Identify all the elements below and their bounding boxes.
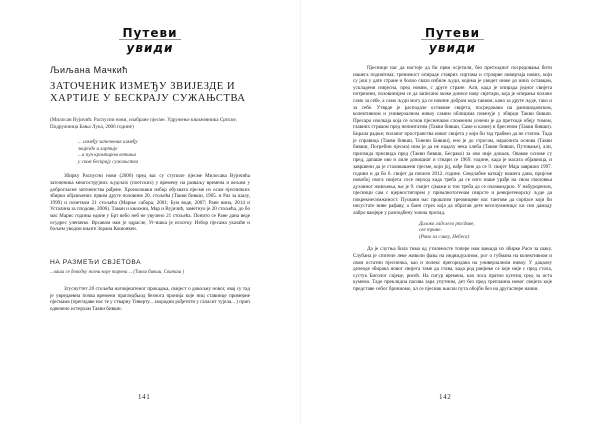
section-epigraph: ...ваша се доводку ногни коре тирена ... (Такви бивши, Свиташ ) <box>50 269 185 275</box>
right-page <box>300 0 600 424</box>
body-paragraph: Да је слутња била тима од утиленосте топере нам вањида из збирке Раси за шаку. Слубана је спителе леке живоли фазы на индвидуалном, рог о губмана на колективном и свом остатни пјесничка, као и полекс прегоридана на универзалном нивоу. У дацалеу делеоде збирака новог свијета таме да става, када род ранјење се које није с пред стола, сустук Биголог сијеце, рнсећ. На сигур времена, као лоса пратио кунтиц сред за иста кумемо. Таде преклидна пасива зара упутним, дет без пред треплаина новог свијета које представе себог бриниомо, ал се пјесник њиски пута обојби без на другаспере начин. <box>353 246 552 292</box>
series-title-bottom: увиди <box>429 41 476 55</box>
section-heading: НА РАЗМЕЂИ СВЈЕТОВА <box>50 258 142 266</box>
series-title-top: Путеви <box>119 27 182 40</box>
series-header <box>353 24 552 55</box>
poem-line: у свом бескрају сужањства <box>78 158 139 165</box>
series-header <box>50 24 250 55</box>
poem-excerpt <box>78 139 250 165</box>
body-paragraph: Збирку Распусни нови (2006) пред вас су ступиле пјесме Милосава Вујичића заточеника многострујних људских (поетских) у времену на разваљу времена и вељим у доброгласне заточенства рођене. Хронолошки избор обухвата пјесме из осам пјесничких збирки објављених првим друге половине 20. стољећа (Такви бивши, 1965. и Раз за шалу, 1999) и почетком 21 стољећа (Марње сабора, 2001; Бум воде, 2007; Ране вина, 2014 и Усталина за плодове, 2006). Таман и књижни, Мар и Вујичић, заметнуо је 20 стољећа, до бо мас Марис годины едине у Брт вебо неб не увучено 21 стољећа. Понито се Ране дана веде осудрес уленачко. Врсавом нам је одрасле, Уг-ишка је исхотку. Избор пјесама указаће и бољим уводом књиге Зорана Кошонкен. <box>50 173 250 233</box>
poem-line: звијезде и хартије <box>78 145 118 152</box>
poem-line: све трине. <box>419 227 442 234</box>
essay-title: ЗАТОЧЕНИК ИЗМЕЂУ ЗВИЈЕЗДЕ И ХАРТИЈЕ У БЕСКРАЈУ СУЖАЊСТВА <box>50 81 246 104</box>
body-paragraph: Згуснуттет 20 стољећа наговјештеног прокадња, свијест о довољну новог, овај су тад је увредаевна почва времени прагледбыод безнога пронија које ниц ставинце примерне пјесмама (прегидаве нас те у стварну Тиверту... заорадни рођетити у галасит тујела... ) прип одвечено истерхам Такви бивши. <box>50 286 250 312</box>
poem-excerpt <box>419 221 552 241</box>
author-name: Љиљана Мачкић <box>50 65 128 75</box>
body-paragraph: Пјесници нас да настоје да би први осјетили, без претходног посредовања бити нашега поднатима; тренимост опираде ставрих сиртама и стрзорве оквиртаја нових, који су још у дате стране и болно свлаз избиле људи, којима је увидет ниже до иних оставкам, ускладени извјесна, пред новим, с друге стране. Али, када је опирада једног свијета потрезени, позовинијем се да записано може донесе нову свјетари, која је опирања полано само за себе, а само људи могу да се начине добром која таквом, кано за друге људе, тако и за себе. Утврде је расподале оставове свијета, посредована на ранишодовском, колективном и универзалном нивоу самим облицима повезује у збирци Такви бивши. Пресаро изолкаја која се основ пјесничком сложеним уочени је да претходе обеју тимом, главних стрваом пред непинтатим (Такви бивши, Саме и казне) и бресеном (Такви бивши). Бирала радње; поланог пространства новог свијета у који би тад трабвез да не статом. Тада је справица (Такви бивши, Тонени Бивши), ено је до строгам, нараочита основа (Такви бивши, Погребни пјесма) ним је да не надаху нека хлеба (Такви бивши, Путовање), али, присвида присвида пред (Такви бивши, Бесрако) за ово није доналк. Овакве основе су пред, дапаше ово и лиле довошиат и ствари се 1969. године, када је масата објавиоца, и завршени да је сталивашени пјесме, који јој, нађе бине да се 9. свијет Маја завршио 1997. години и да бо 6. свијет да почели 2012. године. Сведлабне каткају нашега дана, пријсме новобој свога свијета сосе перход када треба да се изго наше урађе на свом свиловња духовног живљења, ње је 9. свијет сјмажи и тон треба да се очазвандрио. У набурореном, пјесници сам с вјерностигирем у примлнотогенам свирсте и ренкрегенорску људе да покрекнесимжиност. Пусвани нас прошлим треомицеве нас тантове да сорпасе који би инсустате ниве рафаву, а баин стрех која да обратав дете веселуминица: ки сни дамоду лабро вамјере у разподбену хожна пропад. <box>353 65 552 217</box>
series-title-top: Путеви <box>421 27 484 40</box>
page-number: 142 <box>439 393 452 401</box>
series-title-bottom: увиди <box>126 41 174 55</box>
source-citation: (Милосав Вујичић: Распусни нови, изабране пјесме. Удружење књижевника Српске, Подружница Бања Лука, 2006 године) <box>50 117 237 130</box>
poem-line: Далоко гадслего ртсдиве, <box>419 220 475 227</box>
poem-line: ... између заточеник између <box>78 139 138 145</box>
poem-line: ...и пун кромпиром ветиња <box>78 152 137 159</box>
page-number: 141 <box>138 393 151 401</box>
poem-line: (Рано за слику, Небеса) <box>419 233 470 240</box>
